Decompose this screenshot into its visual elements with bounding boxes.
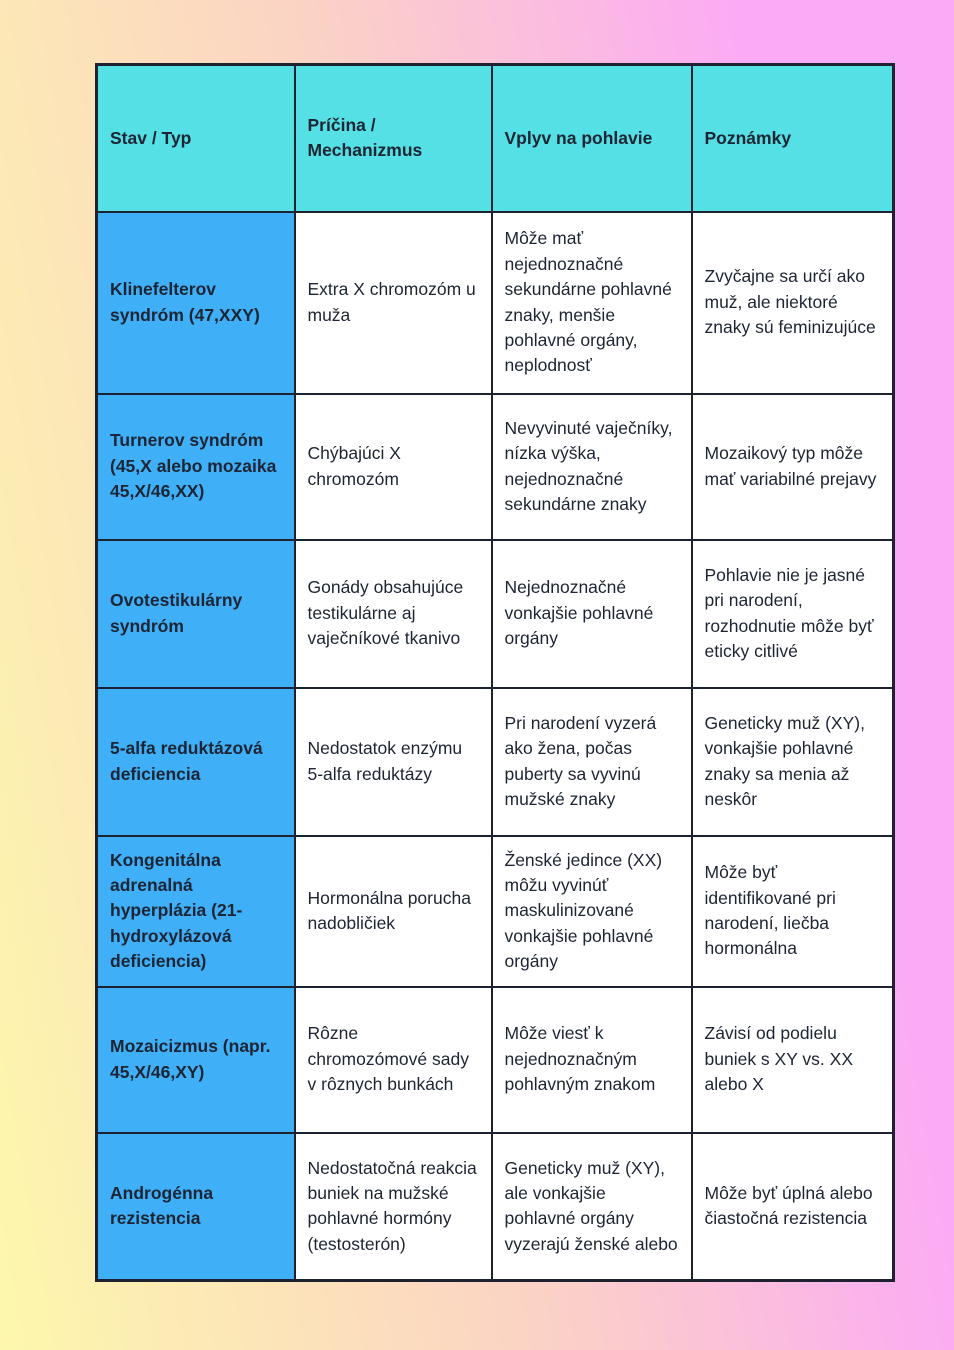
cell-effect: Môže mať nejednoznačné sekundárne pohlavné znaky, menšie pohlavné orgány, neplodnosť (492, 212, 692, 394)
cell-effect: Pri narodení vyzerá ako žena, počas puberty sa vyvinú mužské znaky (492, 688, 692, 836)
cell-cause: Nedostatočná reakcia buniek na mužské pohlavné hormóny (testosterón) (295, 1133, 492, 1281)
cell-cause: Nedostatok enzýmu 5-alfa reduktázy (295, 688, 492, 836)
header-vplyv-na-pohlavie: Vplyv na pohlavie (492, 65, 692, 212)
header-poznamky: Poznámky (692, 65, 894, 212)
cell-cause: Chýbajúci X chromozóm (295, 394, 492, 540)
cell-condition: Turnerov syndróm (45,X alebo mozaika 45,X/46,XX) (97, 394, 295, 540)
cell-effect: Nevyvinuté vaječníky, nízka výška, nejednoznačné sekundárne znaky (492, 394, 692, 540)
cell-condition: Kongenitálna adrenalná hyperplázia (21-hydroxylázová deficiencia) (97, 836, 295, 987)
cell-condition: Androgénna rezistencia (97, 1133, 295, 1281)
table-row-androgenna-rezistencia (97, 1133, 894, 1281)
cell-notes: Mozaikový typ môže mať variabilné prejavy (692, 394, 894, 540)
table-row-mozaicizmus (97, 987, 894, 1133)
cell-condition: 5-alfa reduktázová deficiencia (97, 688, 295, 836)
cell-notes: Závisí od podielu buniek s XY vs. XX alebo X (692, 987, 894, 1133)
cell-notes: Geneticky muž (XY), vonkajšie pohlavné znaky sa menia až neskôr (692, 688, 894, 836)
table-row-kongenitalna-hyperplazia (97, 836, 894, 987)
header-stav-typ: Stav / Typ (97, 65, 295, 212)
cell-cause: Extra X chromozóm u muža (295, 212, 492, 394)
cell-effect: Nejednoznačné vonkajšie pohlavné orgány (492, 540, 692, 688)
cell-notes: Môže byť úplná alebo čiastočná rezistencia (692, 1133, 894, 1281)
cell-cause: Gonády obsahujúce testikulárne aj vaječníkové tkanivo (295, 540, 492, 688)
table-row-ovotestikularny (97, 540, 894, 688)
intersex-conditions-table (95, 63, 895, 1282)
table-row-5-alfa-reduktaza (97, 688, 894, 836)
cell-condition: Ovotestikulárny syndróm (97, 540, 295, 688)
cell-notes: Zvyčajne sa určí ako muž, ale niektoré znaky sú feminizujúce (692, 212, 894, 394)
cell-cause: Rôzne chromozómové sady v rôznych bunkách (295, 987, 492, 1133)
header-pricina-mechanizmus: Príčina / Mechanizmus (295, 65, 492, 212)
cell-condition: Klinefelterov syndróm (47,XXY) (97, 212, 295, 394)
cell-effect: Ženské jedince (XX) môžu vyvinúť maskulinizované vonkajšie pohlavné orgány (492, 836, 692, 987)
table-row-turner (97, 394, 894, 540)
cell-cause: Hormonálna porucha nadobličiek (295, 836, 492, 987)
cell-notes: Môže byť identifikované pri narodení, liečba hormonálna (692, 836, 894, 987)
cell-effect: Geneticky muž (XY), ale vonkajšie pohlavné orgány vyzerajú ženské alebo (492, 1133, 692, 1281)
table-row-klinefelter (97, 212, 894, 394)
cell-condition: Mozaicizmus (napr. 45,X/46,XY) (97, 987, 295, 1133)
cell-effect: Môže viesť k nejednoznačným pohlavným znakom (492, 987, 692, 1133)
cell-notes: Pohlavie nie je jasné pri narodení, rozhodnutie môže byť eticky citlivé (692, 540, 894, 688)
table-header-row (97, 65, 894, 212)
